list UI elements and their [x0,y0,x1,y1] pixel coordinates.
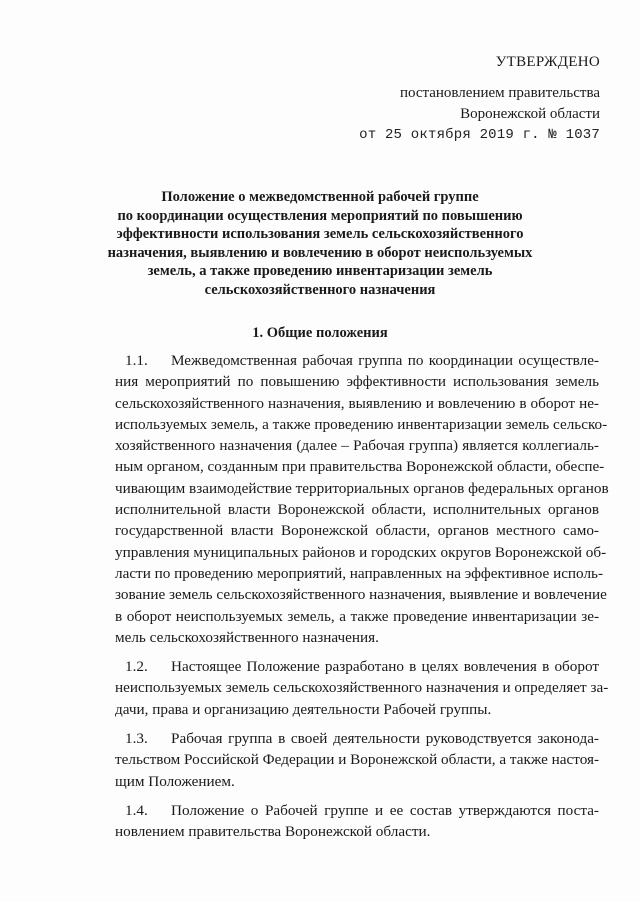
paragraph-1-1 [115,350,609,648]
approval-line-2: Воронежской области [460,106,600,122]
paragraph-number: 1.3. [125,730,148,748]
paragraph-line: новлением правительства Воронежской области. [115,823,431,841]
paragraph-line: 1.4. Положение о Рабочей группе и ее состав утверждаются поста- [115,800,599,821]
paragraph-number: 1.1. [125,352,148,369]
paragraph-line: чивающим взаимодействие территориальных органов федеральных органов [115,479,609,497]
paragraph-number: 1.2. [125,658,148,676]
section-heading: 1. Общие положения [252,325,388,341]
paragraph-line: в оборот неиспользуемых земель, а также проведение инвентаризации зе- [115,607,599,625]
approval-title: УТВЕРЖДЕНО [495,54,600,70]
document-body [115,350,609,851]
title-line: назначения, выявлению и вовлечению в оборот неиспользуемых [107,244,533,261]
paragraph-1-4 [115,800,599,843]
paragraph-line: 1.3. Рабочая группа в своей деятельности руководствуется законода- [115,728,599,749]
paragraph-line: щим Положением. [115,772,235,790]
title-line: Положение о межведомственной рабочей группе [161,189,479,205]
paragraph-line: сельскохозяйственного назначения, выявлению и вовлечению в оборот не- [115,394,599,412]
paragraph-1-2 [115,656,609,720]
paragraph-line: ния мероприятий по повышению эффективности использования земель [115,373,599,391]
title-line: эффективности использования земель сельскохозяйственного [116,226,524,243]
paragraph-line: хозяйственного назначения (далее – Рабочая группа) является коллегиаль- [115,437,599,455]
paragraph-line: тельством Российской Федерации и Воронежской области, а также настоя- [115,751,600,769]
paragraph-line: 1.1. Межведомственная рабочая группа по координации осуществле- [115,350,599,371]
paragraph-number: 1.4. [125,801,148,819]
document-title [60,188,580,300]
approval-date-number: от 25 октября 2019 г. № 1037 [359,127,600,143]
paragraph-line: мель сельскохозяйственного назначения. [115,628,379,646]
paragraph-line: ласти по проведению мероприятий, направленных на эффективное исполь- [115,564,604,582]
paragraph-line: дачи, права и организацию деятельности Рабочей группы. [115,700,492,718]
paragraph-line: управления муниципальных районов и городских округов Воронежской об- [115,543,607,561]
paragraph-line: используемых земель, а также проведению инвентаризации земель сельско- [115,415,608,433]
paragraph-line: неиспользуемых земель сельскохозяйственного назначения и определяет за- [115,679,609,697]
paragraph-line: государственной власти Воронежской области, органов местного само- [115,522,599,540]
paragraph-line: зование земель сельскохозяйственного назначения, выявление и вовлечение [115,586,607,604]
title-line: сельскохозяйственного назначения [204,281,436,298]
paragraph-1-3 [115,728,599,792]
paragraph-line: ным органом, созданным при правительства Воронежской области, обеспе- [115,458,605,476]
title-line: по координации осуществления мероприятий по повышению [117,207,523,224]
paragraph-line: 1.2. Настоящее Положение разработано в целях вовлечения в оборот [115,656,599,677]
title-line: земель, а также проведению инвентаризации земель [147,263,493,280]
paragraph-line: исполнительной власти Воронежской области, исполнительных органов [115,501,599,519]
approval-line-1: постановлением правительства [399,85,600,101]
approval-block [359,52,600,146]
